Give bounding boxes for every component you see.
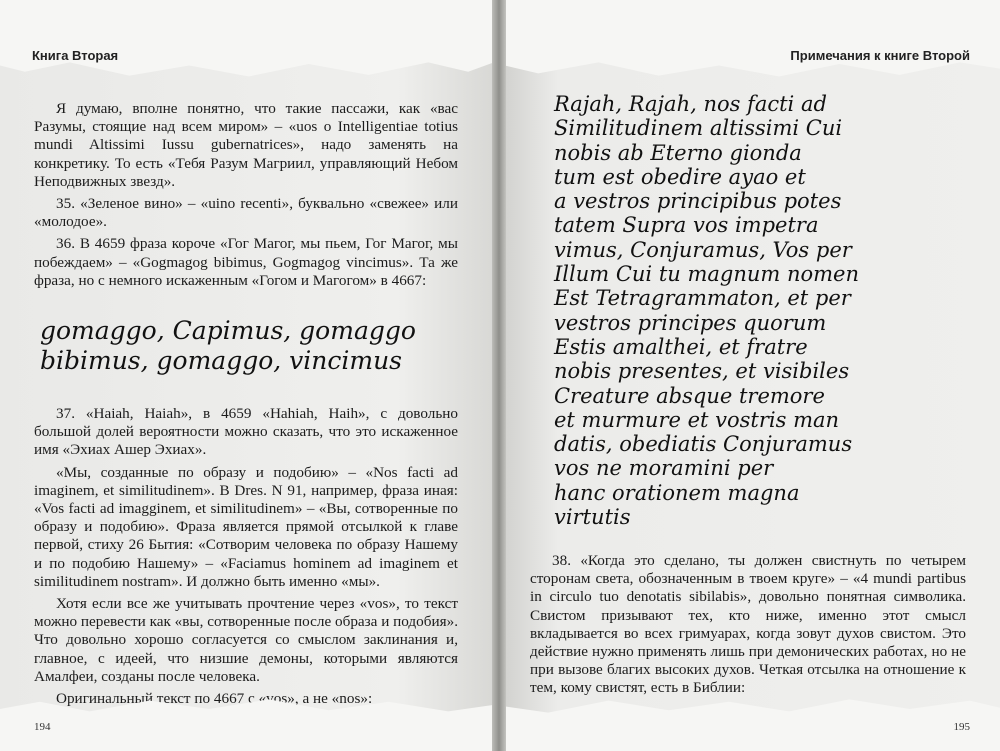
handwriting-line: Similitudinem altissimi Cui [554,116,843,141]
handwriting-line: datis, obediatis Conjuramus [554,432,853,457]
paragraph: 38. «Когда это сделано, ты должен свистнуть по четырем сторонам света, обозначенным в твоем круге» – «4 mundi partibus in circulo tuo denotatis sibilabis», довольно понятная символика. Свистом призывают тех, кто ниже, именно этот смысл вкладывается во всех гримуарах, когда зовут духов свистом. Это действие нужно применять лишь при демонических работах, но не при вызове благих высоких духов. Четкая отсылка на отношение к тем, кому свистят, есть в Библии: [530,552,966,697]
paragraph: 37. «Haiah, Haiah», в 4659 «Hahiah, Haih», с довольно большой долей вероятности можно сказать, что это искаженное имя «Эхиах Ашер Эхиах». [34,405,458,459]
handwriting-line: virtutis [554,505,631,530]
handwritten-manuscript [554,92,974,529]
handwriting-line: vestros principes quorum [554,310,827,335]
right-page-header [498,0,1000,78]
handwriting-line: vos ne moramini per [554,456,774,481]
page-number-right: 195 [953,721,970,733]
handwriting-line: nobis presentes, et visibiles [554,359,850,384]
right-text [530,552,966,702]
handwriting-line: gomaggo, Capimus, gomaggo [40,316,416,345]
paragraph: «Мы, созданные по образу и подобию» – «Nos facti ad imaginem, et similitudinem». В Dres. N 91, например, фраза иная: «Vos facti ad imagginem, et similitudinem» – «Вы, сотворенные по образу и подобию». Фраза является прямой отсылкой к главе первой, стиху 26 Бытия: «Сотворим человека по образу Нашему и по подобию Нашему» – «Faciamus hominem ad imaginem et similitudinem nostram». И должно быть именно «мы». [34,463,458,590]
handwriting-line: nobis ab Eterno gionda [554,140,802,165]
handwriting-line: hanc orationem magna [554,480,800,505]
handwriting-line: et murmure et vostris man [554,407,840,432]
left-page [0,0,498,751]
handwriting-line: vimus, Conjuramus, Vos per [554,237,852,262]
left-page-header [0,0,498,78]
page-number-left: 194 [34,721,51,733]
handwriting-line: Est Tetragrammaton, et per [554,286,851,311]
handwriting-line: Rajah, Rajah, nos facti ad [554,92,827,116]
handwriting-line: tum est obedire ayao et [554,164,806,189]
handwriting-line: a vestros principibus potes [554,189,842,214]
paragraph: Хотя если все же учитывать прочтение через «vos», то текст можно перевести как «вы, сотворенные после образа и подобия». Что довольно хорошо согласуется со смыслом заклинания и, главное, с идеей, что низшие демоны, которыми являются Амалфеи, созданы после человека. [34,595,458,685]
paragraph: Я думаю, вполне понятно, что такие пассажи, как «вас Разумы, стоящие над всем миром» – «uos o Intelligentiae totius mundi Altissimi Iussu gubernatrices», надо заменять на конкретику. То есть «Тебя Разум Магриил, управляющий Небом Неподвижных звезд». [34,100,458,190]
handwriting-line: bibimus, gomaggo, vincimus [40,346,402,375]
left-text-bottom [34,405,458,712]
paragraph: 36. В 4659 фраза короче «Гог Магог, мы пьем, Гог Магог, мы побеждаем» – «Gogmagog bibimus, Gogmagog vincimus». Та же фраза, но с немного искаженным «Гогом и Магогом» в 4667: [34,235,458,289]
book-spine [492,0,506,751]
handwriting-line: Estis amalthei, et fratre [554,334,808,359]
handwriting-line: tatem Supra vos impetra [554,213,819,238]
left-text-top [34,100,458,294]
running-head-left: Книга Вторая [32,48,119,63]
paragraph: 35. «Зеленое вино» – «uino recenti», буквально «свежее» или «молодое». [34,195,458,231]
handwritten-fragment [40,316,480,376]
right-page [498,0,1000,751]
running-head-right: Примечания к книге Второй [790,48,970,63]
handwriting-line: Creature absque tremore [554,383,825,408]
paragraph: Оригинальный текст по 4667 с «vos», а не «nos»: [56,690,373,708]
handwriting-line: Illum Cui tu magnum nomen [554,262,860,287]
